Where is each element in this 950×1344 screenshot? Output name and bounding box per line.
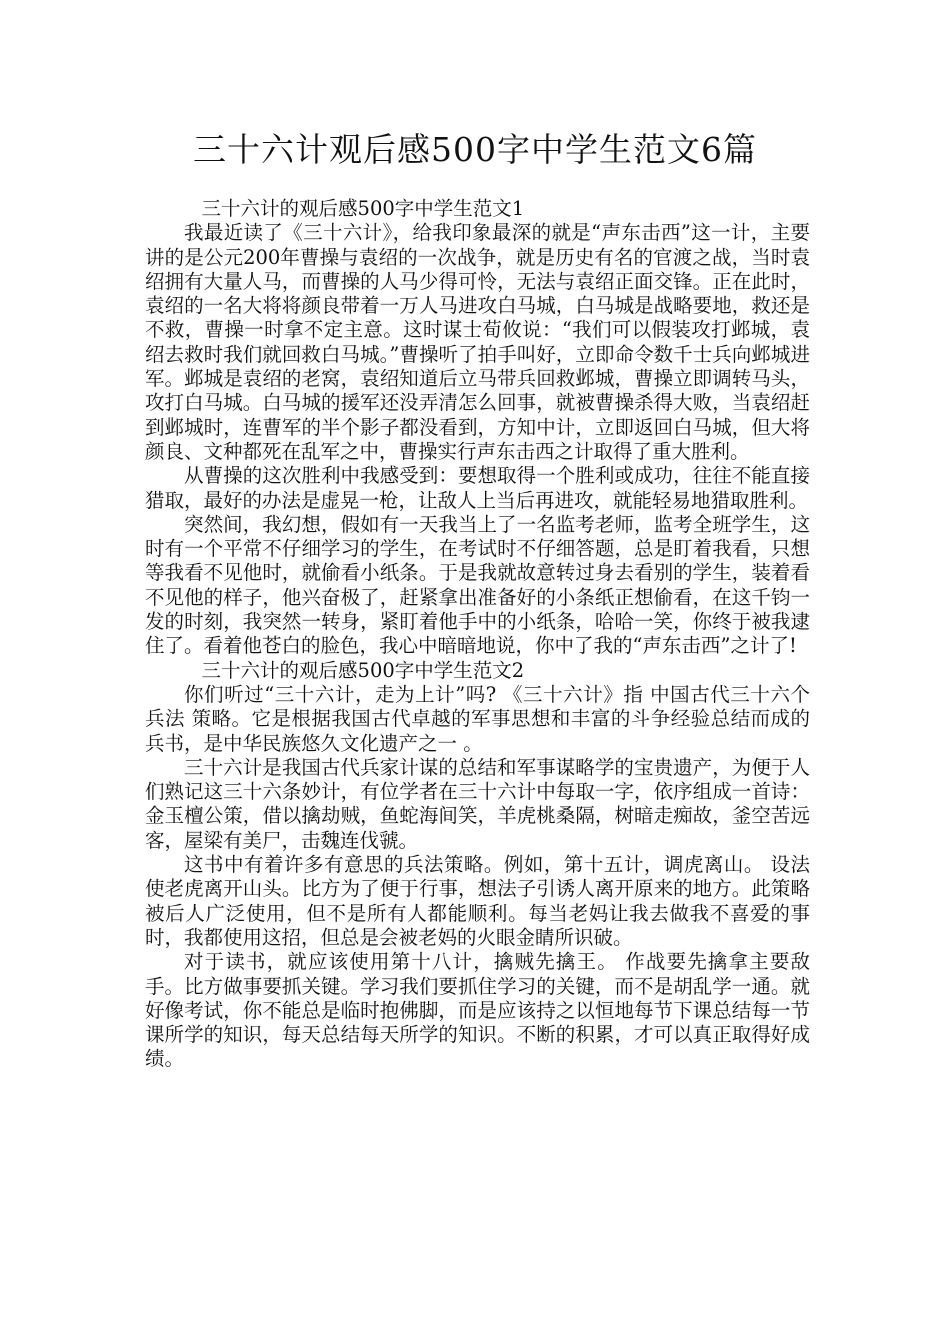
body-paragraph: 这书中有着许多有意思的兵法策略。例如，第十五计，调虎离山。 设法使老虎离开山头。比方为了便于行事，想法子引诱人离开原来的地方。此策略被后人广泛使用，但不是所有人都能顺利。每当老妈让我去做我不喜爱的事时，我都使用这招，但总是会被老妈的火眼金睛所识破。 (145, 853, 810, 949)
body-paragraph: 你们听过“三十六计，走为上计”吗? 《三十六计》指 中国古代三十六个 兵法 策略。它是根据我国古代卓越的军事思想和丰富的斗争经验总结而成的 兵书，是中华民族悠久文化遗产之一 。 (145, 682, 810, 755)
body-paragraph: 从曹操的这次胜利中我感受到：要想取得一个胜利或成功，往往不能直接猎取，最好的办法是虚晃一枪，让敌人上当后再进攻，就能轻易地猎取胜利。 (145, 464, 810, 512)
body-paragraph: 我最近读了《三十六计》，给我印象最深的就是“声东击西”这一计，主要讲的是公元200年曹操与袁绍的一次战争，就是历史有名的官渡之战，当时袁绍拥有大量人马，而曹操的人马少得可怜，无法与袁绍正面交锋。正在此时，袁绍的一名大将将颜良带着一万人马进攻白马城，白马城是战略要地，救还是不救，曹操一时拿不定主意。这时谋士荀攸说：“我们可以假装攻打邺城，袁绍去救时我们就回救白马城。”曹操听了拍手叫好，立即命令数千士兵向邺城进军。邺城是袁绍的老窝，袁绍知道后立马带兵回救邺城，曹操立即调转马头，攻打白马城。白马城的援军还没弄清怎么回事，就被曹操杀得大败，当袁绍赶到邺城时，连曹军的半个影子都没看到，方知中计，立即返回白马城，但大将颜良、文种都死在乱军之中，曹操实行声东击西之计取得了重大胜利。 (145, 221, 810, 463)
body-paragraph: 突然间，我幻想，假如有一天我当上了一名监考老师，监考全班学生，这时有一个平常不仔细学习的学生，在考试时不仔细答题，总是盯着我看，只想等我看不见他时，就偷看小纸条。于是我就故意转过身去看别的学生，装着看不见他的样子，他兴奋极了，赶紧拿出准备好的小条纸正想偷看，在这千钧一发的时刻，我突然一转身，紧盯着他手中的小纸条，哈哈一笑，你终于被我逮住了。看着他苍白的脸色，我心中暗暗地说，你中了我的“声东击西”之计了! (145, 512, 810, 658)
section-heading: 三十六计的观后感500字中学生范文2 (201, 658, 525, 682)
body-paragraph: 对于读书，就应该使用第十八计，擒贼先擒王。 作战要先擒拿主要敌手。比方做事要抓关键。学习我们要抓住学习的关键，而不是胡乱学一通。就好像考试，你不能总是临时抱佛脚，而是应该持之以恒地每节下课总结每一节课所学的知识，每天总结每天所学的知识。不断的积累，才可以真正取得好成绩。 (145, 950, 810, 1071)
document-body (145, 197, 810, 1072)
body-paragraph: 三十六计是我国古代兵家计谋的总结和军事谋略学的宝贵遗产，为便于人们熟记这三十六条妙计，有位学者在三十六计中每取一字，依序组成一首诗：金玉檀公策，借以擒劫贼，鱼蛇海间笑，羊虎桃桑隔，树暗走痴故，釜空苦远客，屋梁有美尸，击魏连伐虢。 (145, 755, 810, 852)
section-heading: 三十六计的观后感500字中学生范文1 (201, 197, 525, 220)
document-title: 三十六计观后感500字中学生范文6篇 (193, 130, 757, 169)
